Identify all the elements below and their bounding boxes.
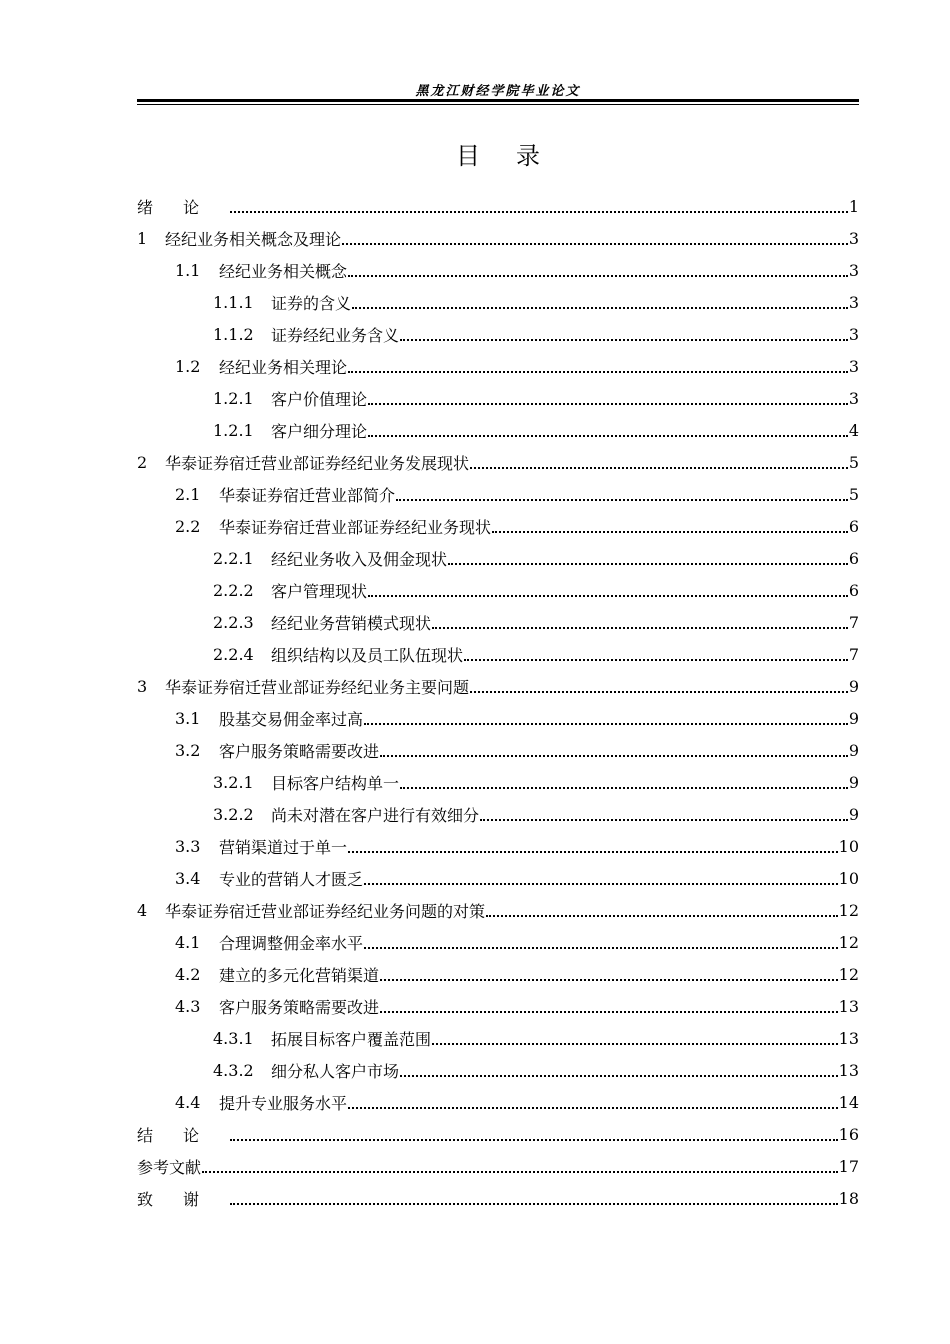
toc-entry[interactable]	[137, 1150, 859, 1182]
toc-entry-page: 9	[848, 708, 859, 728]
toc-entry-label: 经纪业务相关概念	[219, 261, 348, 281]
toc-dot-leader	[432, 1043, 838, 1045]
toc-entry-number: 3.1	[175, 708, 201, 728]
toc-entry[interactable]	[137, 1086, 859, 1118]
toc-entry[interactable]	[137, 1182, 859, 1214]
toc-title: 目录	[456, 142, 576, 170]
toc-entry-page: 17	[838, 1156, 859, 1176]
toc-entry-number: 1.1	[175, 260, 201, 280]
toc-entry[interactable]	[137, 286, 859, 318]
toc-entry-page: 13	[838, 1060, 859, 1080]
toc-entry-number: 2.1	[175, 484, 201, 504]
toc-dot-leader	[230, 1203, 838, 1205]
toc-entry-number: 1.1.1	[213, 292, 254, 312]
toc-entry[interactable]	[137, 894, 859, 926]
toc-entry-label: 建立的多元化营销渠道	[219, 965, 380, 985]
toc-entry-page: 9	[848, 804, 859, 824]
toc-dot-leader	[400, 787, 848, 789]
toc-entry[interactable]	[137, 606, 859, 638]
toc-entry-number: 4.3	[175, 996, 201, 1016]
toc-entry-page: 13	[838, 1028, 859, 1048]
toc-dot-leader	[368, 403, 848, 405]
toc-entry-number: 3	[137, 676, 148, 696]
toc-entry-number: 2.2.3	[213, 612, 254, 632]
toc-entry-page: 18	[838, 1188, 859, 1208]
toc-entry-page: 10	[838, 836, 859, 856]
toc-entry-label: 华泰证券宿迁营业部证券经纪业务主要问题	[165, 677, 470, 697]
toc-entry-page: 12	[838, 900, 859, 920]
toc-entry[interactable]	[137, 1118, 859, 1150]
toc-entry[interactable]	[137, 830, 859, 862]
toc-entry-page: 3	[848, 388, 859, 408]
toc-entry-label: 尚未对潜在客户进行有效细分	[271, 805, 480, 825]
toc-entry-label: 细分私人客户市场	[271, 1061, 400, 1081]
toc-dot-leader	[348, 275, 848, 277]
toc-dot-leader	[486, 915, 838, 917]
toc-entry-page: 12	[838, 964, 859, 984]
toc-entry[interactable]	[137, 542, 859, 574]
toc-dot-leader	[380, 1011, 838, 1013]
header-rule-thin	[137, 104, 859, 105]
toc-dot-leader	[364, 947, 838, 949]
toc-entry[interactable]	[137, 190, 859, 222]
toc-entry-number: 3.2.2	[213, 804, 254, 824]
toc-entry-label: 经纪业务相关理论	[219, 357, 348, 377]
toc-entry[interactable]	[137, 926, 859, 958]
toc-entry-label: 华泰证券宿迁营业部证券经纪业务问题的对策	[165, 901, 486, 921]
toc-entry[interactable]	[137, 222, 859, 254]
toc-entry-page: 3	[848, 292, 859, 312]
toc-entry-label: 拓展目标客户覆盖范围	[271, 1029, 432, 1049]
toc-entry-number: 1	[137, 228, 148, 248]
toc-dot-leader	[396, 499, 848, 501]
toc-entry-label: 证券的含义	[271, 293, 352, 313]
toc-entry[interactable]	[137, 254, 859, 286]
toc-entry[interactable]	[137, 734, 859, 766]
toc-entry-number: 1.1.2	[213, 324, 254, 344]
toc-dot-leader	[368, 595, 848, 597]
toc-entry-page: 6	[848, 548, 859, 568]
toc-dot-leader	[480, 819, 848, 821]
toc-dot-leader	[470, 691, 848, 693]
toc-entry-label: 参考文献	[137, 1157, 202, 1177]
toc-entry-number: 4.3.2	[213, 1060, 254, 1080]
toc-entry-number: 2.2.2	[213, 580, 254, 600]
toc-entry-label: 客户价值理论	[271, 389, 368, 409]
toc-entry-number: 4.2	[175, 964, 201, 984]
toc-entry[interactable]	[137, 1022, 859, 1054]
toc-dot-leader	[380, 979, 838, 981]
toc-entry-page: 3	[848, 260, 859, 280]
toc-entry-label: 合理调整佣金率水平	[219, 933, 364, 953]
toc-entry-page: 3	[848, 228, 859, 248]
toc-entry-label: 经纪业务收入及佣金现状	[271, 549, 448, 569]
toc-entry-page: 3	[848, 356, 859, 376]
toc-entry-page: 9	[848, 772, 859, 792]
toc-entry-page: 5	[848, 484, 859, 504]
toc-dot-leader	[380, 755, 848, 757]
toc-entry[interactable]	[137, 350, 859, 382]
toc-dot-leader	[348, 371, 848, 373]
toc-entry-label: 证券经纪业务含义	[271, 325, 400, 345]
toc-entry[interactable]	[137, 414, 859, 446]
toc-dot-leader	[352, 307, 848, 309]
toc-entry-label: 经纪业务相关概念及理论	[165, 229, 342, 249]
toc-entry-number: 4.3.1	[213, 1028, 254, 1048]
toc-dot-leader	[202, 1171, 838, 1173]
toc-dot-leader	[400, 1075, 838, 1077]
toc-entry-label: 组织结构以及员工队伍现状	[271, 645, 464, 665]
toc-entry-number: 1.2.1	[213, 388, 254, 408]
toc-dot-leader	[470, 467, 848, 469]
toc-entry[interactable]	[137, 638, 859, 670]
toc-entry[interactable]	[137, 862, 859, 894]
toc-entry-label: 提升专业服务水平	[219, 1093, 348, 1113]
toc-entry[interactable]	[137, 990, 859, 1022]
toc-entry-page: 9	[848, 676, 859, 696]
toc-entry-label: 营销渠道过于单一	[219, 837, 348, 857]
toc-entry-page: 12	[838, 932, 859, 952]
toc-dot-leader	[432, 627, 848, 629]
toc-entry-label: 绪论	[137, 197, 230, 217]
toc-entry[interactable]	[137, 382, 859, 414]
toc-entry-number: 3.3	[175, 836, 201, 856]
toc-entry-number: 3.2	[175, 740, 201, 760]
toc-dot-leader	[368, 435, 848, 437]
toc-dot-leader	[364, 723, 848, 725]
toc-dot-leader	[492, 531, 848, 533]
toc-entry[interactable]	[137, 446, 859, 478]
toc-entry-label: 客户管理现状	[271, 581, 368, 601]
toc-entry[interactable]	[137, 958, 859, 990]
toc-dot-leader	[448, 563, 848, 565]
toc-entry-label: 专业的营销人才匮乏	[219, 869, 364, 889]
toc-entry[interactable]	[137, 318, 859, 350]
toc-dot-leader	[364, 883, 838, 885]
toc-entry-label: 华泰证券宿迁营业部证券经纪业务现状	[219, 517, 492, 537]
toc-entry-number: 3.4	[175, 868, 201, 888]
toc-list	[137, 190, 859, 1214]
toc-entry-number: 1.2	[175, 356, 201, 376]
header-school-title: 黑龙江财经学院毕业论文	[415, 84, 581, 99]
toc-entry-page: 4	[848, 420, 859, 440]
toc-entry[interactable]	[137, 510, 859, 542]
toc-entry-page: 6	[848, 516, 859, 536]
toc-entry-page: 16	[838, 1124, 859, 1144]
toc-entry-number: 2	[137, 452, 148, 472]
toc-entry-label: 目标客户结构单一	[271, 773, 400, 793]
toc-entry-number: 2.2	[175, 516, 201, 536]
toc-entry[interactable]	[137, 798, 859, 830]
toc-entry-number: 4.1	[175, 932, 201, 952]
toc-entry-label: 客户细分理论	[271, 421, 368, 441]
toc-entry-page: 6	[848, 580, 859, 600]
toc-entry-page: 7	[848, 644, 859, 664]
toc-entry-number: 4	[137, 900, 148, 920]
toc-dot-leader	[230, 1139, 838, 1141]
toc-entry-page: 10	[838, 868, 859, 888]
toc-entry-label: 结论	[137, 1125, 230, 1145]
toc-entry-label: 华泰证券宿迁营业部证券经纪业务发展现状	[165, 453, 470, 473]
toc-entry-label: 致谢	[137, 1189, 230, 1209]
toc-entry-page: 1	[848, 196, 859, 216]
toc-entry[interactable]	[137, 1054, 859, 1086]
header-rule-thick	[137, 99, 859, 102]
toc-entry-label: 股基交易佣金率过高	[219, 709, 364, 729]
toc-entry-number: 1.2.1	[213, 420, 254, 440]
toc-entry-label: 经纪业务营销模式现状	[271, 613, 432, 633]
toc-entry[interactable]	[137, 766, 859, 798]
toc-entry-number: 2.2.4	[213, 644, 254, 664]
toc-entry[interactable]	[137, 670, 859, 702]
toc-entry-number: 3.2.1	[213, 772, 254, 792]
toc-dot-leader	[348, 1107, 838, 1109]
toc-entry[interactable]	[137, 574, 859, 606]
toc-entry[interactable]	[137, 702, 859, 734]
toc-entry-page: 13	[838, 996, 859, 1016]
toc-entry-number: 4.4	[175, 1092, 201, 1112]
toc-entry-page: 9	[848, 740, 859, 760]
toc-entry-page: 3	[848, 324, 859, 344]
toc-entry-label: 客户服务策略需要改进	[219, 997, 380, 1017]
toc-entry-label: 华泰证券宿迁营业部简介	[219, 485, 396, 505]
toc-dot-leader	[464, 659, 848, 661]
toc-dot-leader	[348, 851, 838, 853]
toc-dot-leader	[342, 243, 848, 245]
toc-entry-page: 5	[848, 452, 859, 472]
toc-dot-leader	[230, 211, 848, 213]
toc-dot-leader	[400, 339, 848, 341]
toc-entry[interactable]	[137, 478, 859, 510]
toc-entry-number: 2.2.1	[213, 548, 254, 568]
toc-entry-page: 7	[848, 612, 859, 632]
toc-entry-page: 14	[838, 1092, 859, 1112]
toc-entry-label: 客户服务策略需要改进	[219, 741, 380, 761]
